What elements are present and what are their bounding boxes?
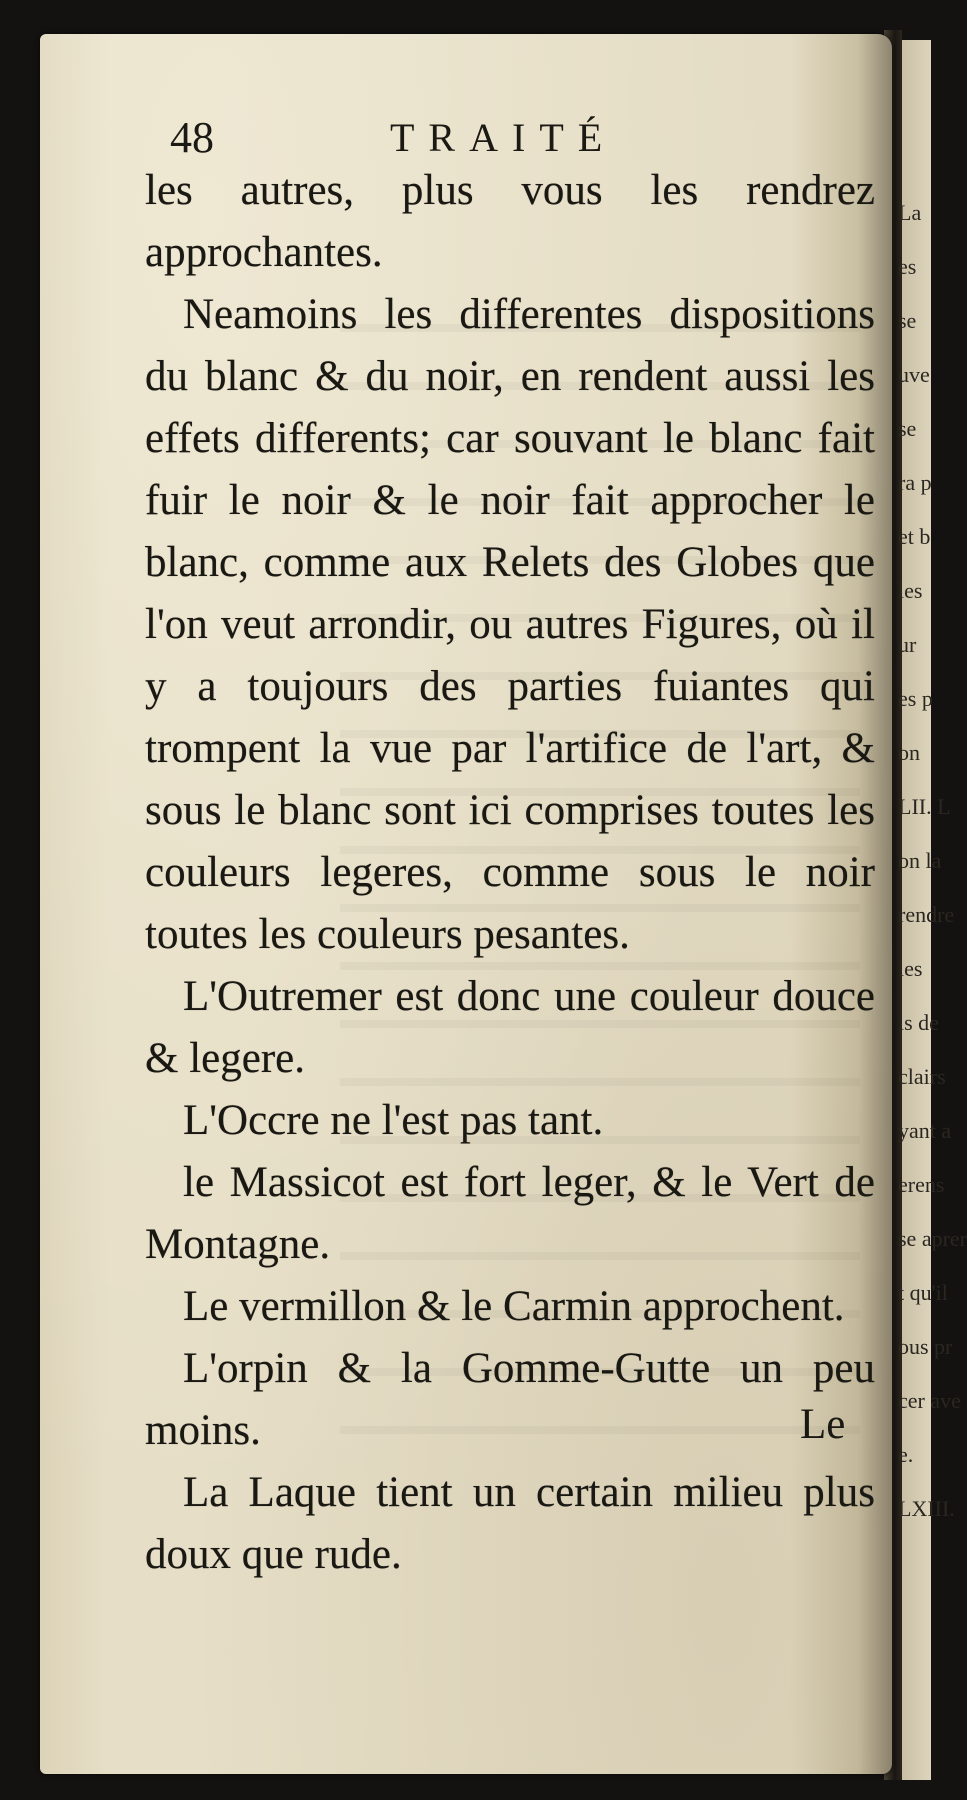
facing-page-fragment: uve [898,362,930,387]
facing-page-fragment: se [898,308,917,333]
facing-page-fragment: on la [898,848,942,873]
paragraph: le Massicot est fort leger, & le Vert de Montagne. [145,1159,875,1268]
paragraph: L'orpin & la Gomme-Gutte un peu moins. [145,1345,875,1454]
page-number: 48 [170,113,214,162]
facing-page-fragment: erens [898,1172,945,1197]
facing-page-fragment: et b [898,524,931,549]
paragraph: L'Occre ne l'est pas tant. [183,1097,604,1144]
facing-page-fragment: es [898,254,917,279]
facing-page-fragment: clairs [898,1064,946,1089]
facing-page-fragment: t qu'il [898,1280,948,1305]
facing-page-fragment: ur [898,632,917,657]
facing-page-fragment: on [898,740,920,765]
paragraph: Le vermillon & le Carmin approchent. [183,1283,845,1330]
facing-page-fragment: se aprer [898,1226,967,1251]
facing-page-fragment: is de [898,1010,939,1035]
facing-page-fragment: La [898,200,922,225]
paragraph: les autres, plus vous les rendrez approchantes. [145,167,875,276]
page-body [145,160,875,1586]
facing-page-fragment: les [898,578,923,603]
facing-page-fragment: se [898,416,917,441]
facing-page-fragment: e. [898,1442,914,1467]
facing-page-fragment: LXIII. [898,1496,955,1521]
facing-page-edge [898,40,967,1780]
facing-page-fragment: cer ave [898,1388,961,1413]
running-title: TRAITÉ [390,115,617,160]
facing-page-fragment: ra p [898,470,932,495]
facing-page-fragment: rendre [898,902,955,927]
paragraph: Neamoins les differentes dispositions du blanc & du noir, en rendent aussi les effets differents; car souvant le blanc fait fuir le noir & le noir fait approcher le blanc, comme aux Relets des Globes que l'on veut arrondir, ou autres Figures, où il y a toujours des parties fuiantes qui trompent la vue par l'artifice de l'art, & sous le blanc sont ici comprises toutes les couleurs legeres, comme sous le noir toutes les couleurs pesantes. [145,291,875,958]
catchword: Le [800,1401,846,1448]
facing-page-fragment: es p [898,686,933,711]
facing-page-fragment: les [898,956,923,981]
paragraph: L'Outremer est donc une couleur douce & legere. [145,973,875,1082]
facing-page-fragment: yant a [898,1118,952,1143]
facing-page-fragment: ous pr [898,1334,953,1359]
facing-page-fragment: LII. L [898,794,951,819]
paragraph: La Laque tient un certain milieu plus doux que rude. [145,1469,875,1578]
